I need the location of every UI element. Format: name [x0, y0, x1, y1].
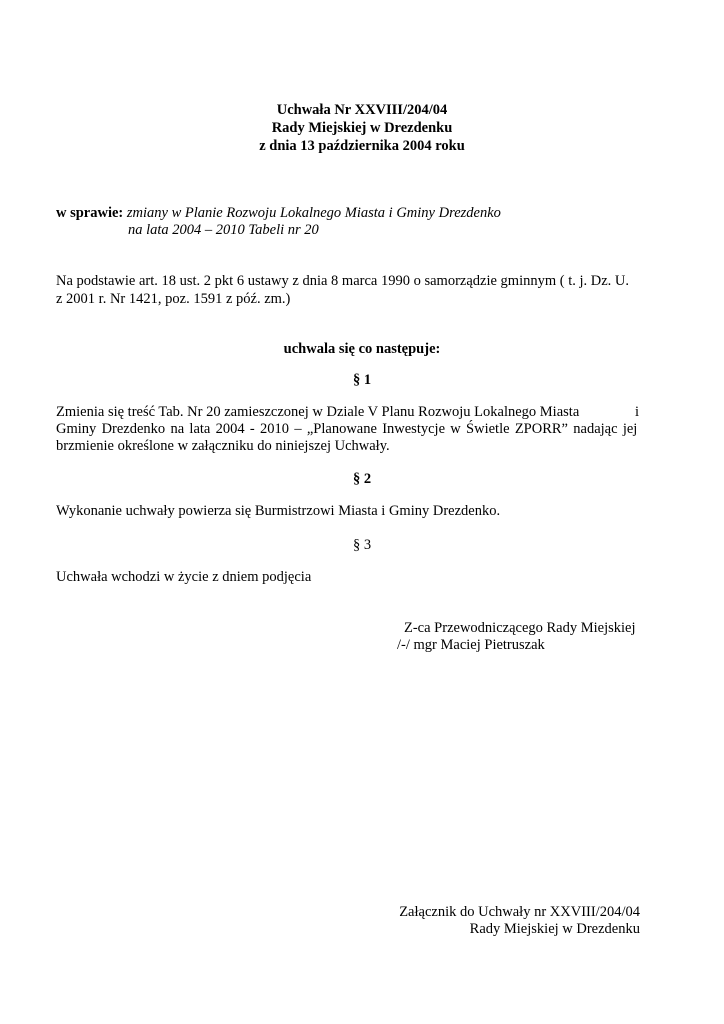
signature-title: Z-ca Przewodniczącego Rady Miejskiej	[404, 620, 636, 636]
council-name: Rady Miejskiej w Drezdenku	[271, 120, 453, 136]
section-1-line-1-left: Zmienia się treść Tab. Nr 20 zamieszczonej w Dziale V Planu Rozwoju Lokalnego Miasta	[56, 404, 580, 420]
attachment-note-line-2: Rady Miejskiej w Drezdenku	[469, 921, 640, 937]
subject-label: w sprawie:	[56, 205, 124, 221]
section-1-line-3: brzmienie określone w załączniku do niniejszej Uchwały.	[56, 438, 390, 454]
section-1-line-2: Gminy Drezdenko na lata 2004 - 2010 – „Planowane Inwestycje w Świetle ZPORR” nadając jej	[56, 421, 638, 437]
resolves-heading: uchwala się co następuje:	[283, 341, 441, 357]
section-2-text: Wykonanie uchwały powierza się Burmistrzowi Miasta i Gminy Drezdenko.	[56, 503, 501, 519]
section-1-line-1	[56, 403, 639, 421]
section-2-symbol: § 2	[352, 471, 372, 487]
resolution-title: Uchwała Nr XXVIII/204/04	[276, 102, 448, 118]
subject-text-1: zmiany w Planie Rozwoju Lokalnego Miasta i Gminy Drezdenko	[126, 205, 501, 221]
section-3-symbol: § 3	[352, 537, 372, 553]
subject-text-2: na lata 2004 – 2010 Tabeli nr 20	[128, 222, 319, 238]
signature-name: /-/ mgr Maciej Pietruszak	[397, 637, 545, 653]
section-1-line-1-right: i	[634, 404, 639, 420]
legal-basis-line-2: z 2001 r. Nr 1421, poz. 1591 z póź. zm.)	[56, 291, 291, 307]
subject-line-1	[56, 204, 501, 222]
section-1-symbol: § 1	[352, 372, 372, 388]
section-3-text: Uchwała wchodzi w życie z dniem podjęcia	[56, 569, 312, 585]
attachment-note-line-1: Załącznik do Uchwały nr XXVIII/204/04	[399, 904, 640, 920]
resolution-date: z dnia 13 października 2004 roku	[259, 138, 465, 154]
legal-basis-line-1: Na podstawie art. 18 ust. 2 pkt 6 ustawy z dnia 8 marca 1990 o samorządzie gminnym ( t. j. Dz. U.	[56, 273, 630, 289]
